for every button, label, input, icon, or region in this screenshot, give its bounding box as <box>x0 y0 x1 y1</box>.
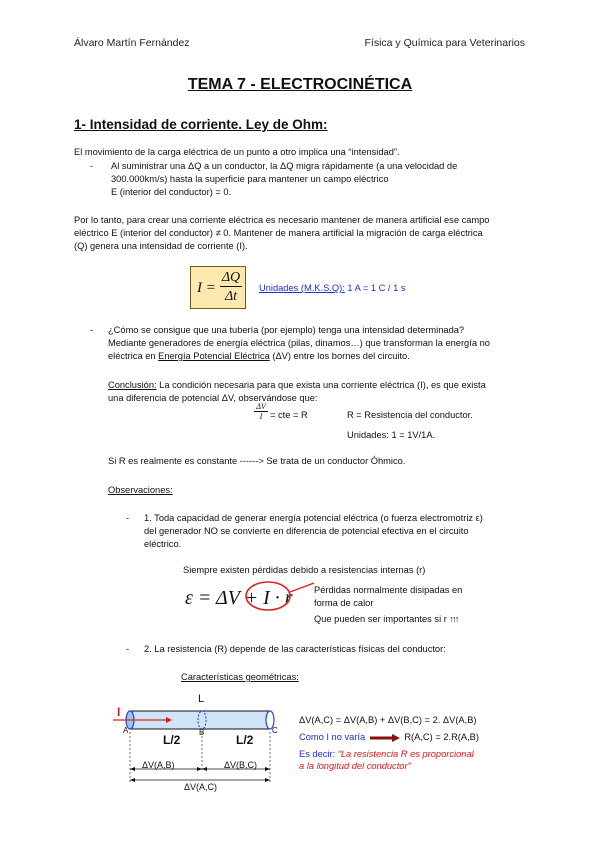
arrow-head <box>197 767 202 771</box>
arrow-head <box>130 778 135 782</box>
point-c-label: C <box>272 726 278 735</box>
bullet-line: 300.000km/s) hasta la superficie para mantener un campo eléctrico <box>111 174 389 184</box>
arrow-head <box>265 778 270 782</box>
length-label: L <box>198 693 205 705</box>
bullet-line: Al suministrar una ΔQ a un conductor, la ΔQ migra rápidamente (a una velocidad de <box>111 161 458 171</box>
emf-lhs: ε = ΔV + <box>185 587 264 609</box>
obs-line: del generador NO se convierte en diferencia de potencial efectiva en el circuito <box>144 526 469 536</box>
arrow-head <box>130 767 135 771</box>
bullet-line: ¿Cómo se consigue que una tubería (por ejemplo) tenga una intensidad determinada? <box>108 325 465 335</box>
paragraph-line: Por lo tanto, para crear una corriente eléctrica es necesario mantener de manera artificial ese campo <box>74 215 490 225</box>
formula-numerator: ΔQ <box>221 270 241 285</box>
header-course: Física y Química para Veterinarios <box>364 37 525 49</box>
emf-note-line: forma de calor <box>314 598 374 608</box>
section-heading: 1- Intensidad de corriente. Ley de Ohm: <box>74 117 328 132</box>
bullet-dash: - <box>126 513 130 523</box>
units-label: Unidades (M.K.S.Q): <box>259 283 345 293</box>
formula-lhs: I = <box>197 280 216 296</box>
conclusion-line: Conclusión: La condición necesaria para que exista una corriente eléctrica (I), es que exista <box>108 380 486 390</box>
ratio-fraction <box>254 402 268 421</box>
geometric-label: Características geométricas: <box>181 672 299 682</box>
emf-note-line: Pérdidas normalmente disipadas en <box>314 585 463 595</box>
current-formula-box <box>190 266 246 309</box>
dv-bc-label: ΔV(B,C) <box>224 760 258 770</box>
dv-ac-label: ΔV(A,C) <box>184 782 218 792</box>
paragraph: El movimiento de la carga eléctrica de un punto a otro implica una “intensidad”. <box>74 147 400 157</box>
resistance-definition: R = Resistencia del conductor. <box>347 410 473 420</box>
current-label: I <box>117 705 121 719</box>
paragraph-line: eléctrico E (interior del conductor) ≠ 0. Mantener de manera artificial la migración de carga eléctrica <box>74 228 483 238</box>
resistance-relation <box>299 731 479 744</box>
units-value: 1 A = 1 C / 1 s <box>344 283 406 293</box>
conductor-diagram <box>110 690 300 790</box>
page-title: TEMA 7 - ELECTROCINÉTICA <box>187 76 413 93</box>
ohmic-note: Si R es realmente es constante ------> Se trata de un conductor Óhmico. <box>108 456 406 466</box>
arrow-head <box>202 767 207 771</box>
ratio-denominator: I <box>259 412 263 421</box>
formula-denominator: Δt <box>224 289 238 304</box>
paragraph-line: (Q) genera una intensidad de corriente (I). <box>74 241 248 251</box>
half-length-label: L/2 <box>163 733 181 747</box>
ratio-equation: = cte = R <box>270 410 308 420</box>
pointer-line <box>290 583 314 592</box>
bullet-dash: - <box>90 325 94 335</box>
arrow-head <box>265 767 270 771</box>
observations-label: Observaciones: <box>108 485 173 495</box>
obs-line: 1. Toda capacidad de generar energía potencial eléctrica (o fuerza electromotriz ε) <box>144 513 483 523</box>
emf-term: I · r <box>263 587 293 609</box>
point-b-label: B <box>199 728 205 737</box>
ratio-numerator: ΔV <box>254 402 268 412</box>
bullet-line: E (interior del conductor) = 0. <box>111 187 232 197</box>
implies-arrow-icon <box>370 734 400 742</box>
voltage-sum-equation: ΔV(A,C) = ΔV(A,B) + ΔV(B,C) = 2. ΔV(A,B) <box>299 715 477 725</box>
obs-line: eléctrico. <box>144 539 182 549</box>
bullet-line: Mediante generadores de energía eléctrica (pilas, dinamos…) que transforman la energía no <box>108 338 490 348</box>
units-note <box>259 282 406 295</box>
dv-ab-label: ΔV(A,B) <box>142 760 175 770</box>
epe-term: Energía Potencial Eléctrica <box>158 351 270 361</box>
constant-current-note: Como I no varía <box>299 732 366 742</box>
point-a-label: A <box>123 726 129 735</box>
bullet-line: eléctrica en Energía Potencial Eléctrica (ΔV) entre los bornes del circuito. <box>108 351 410 361</box>
resistance-units: Unidades: 1 = 1V/1A. <box>347 430 436 440</box>
emf-note-line: Que pueden ser importantes si r ↑↑↑ <box>314 614 458 624</box>
header-author: Álvaro Martín Fernández <box>74 37 190 49</box>
conclusion-quote-line: Es decir: “La resistencia R es proporcional <box>299 749 474 759</box>
emf-annotation-svg <box>180 570 320 620</box>
bullet-dash: - <box>90 161 94 171</box>
losses-note: Siempre existen pérdidas debido a resistencias internas (r) <box>183 565 426 575</box>
bullet-dash: - <box>126 644 130 654</box>
obs-line: 2. La resistencia (R) depende de las características físicas del conductor: <box>144 644 446 654</box>
conclusion-label: Conclusión: <box>108 380 157 390</box>
highlight-circle <box>246 582 293 610</box>
resistance-equation: R(A,C) = 2.R(A,B) <box>404 732 479 742</box>
up-arrows-icon: ↑↑↑ <box>449 614 458 624</box>
conclusion-line: una diferencia de potencial ΔV, observándose que: <box>108 393 318 403</box>
conclusion-quote-line: a la longitud del conductor” <box>299 761 411 771</box>
half-length-label: L/2 <box>236 733 254 747</box>
